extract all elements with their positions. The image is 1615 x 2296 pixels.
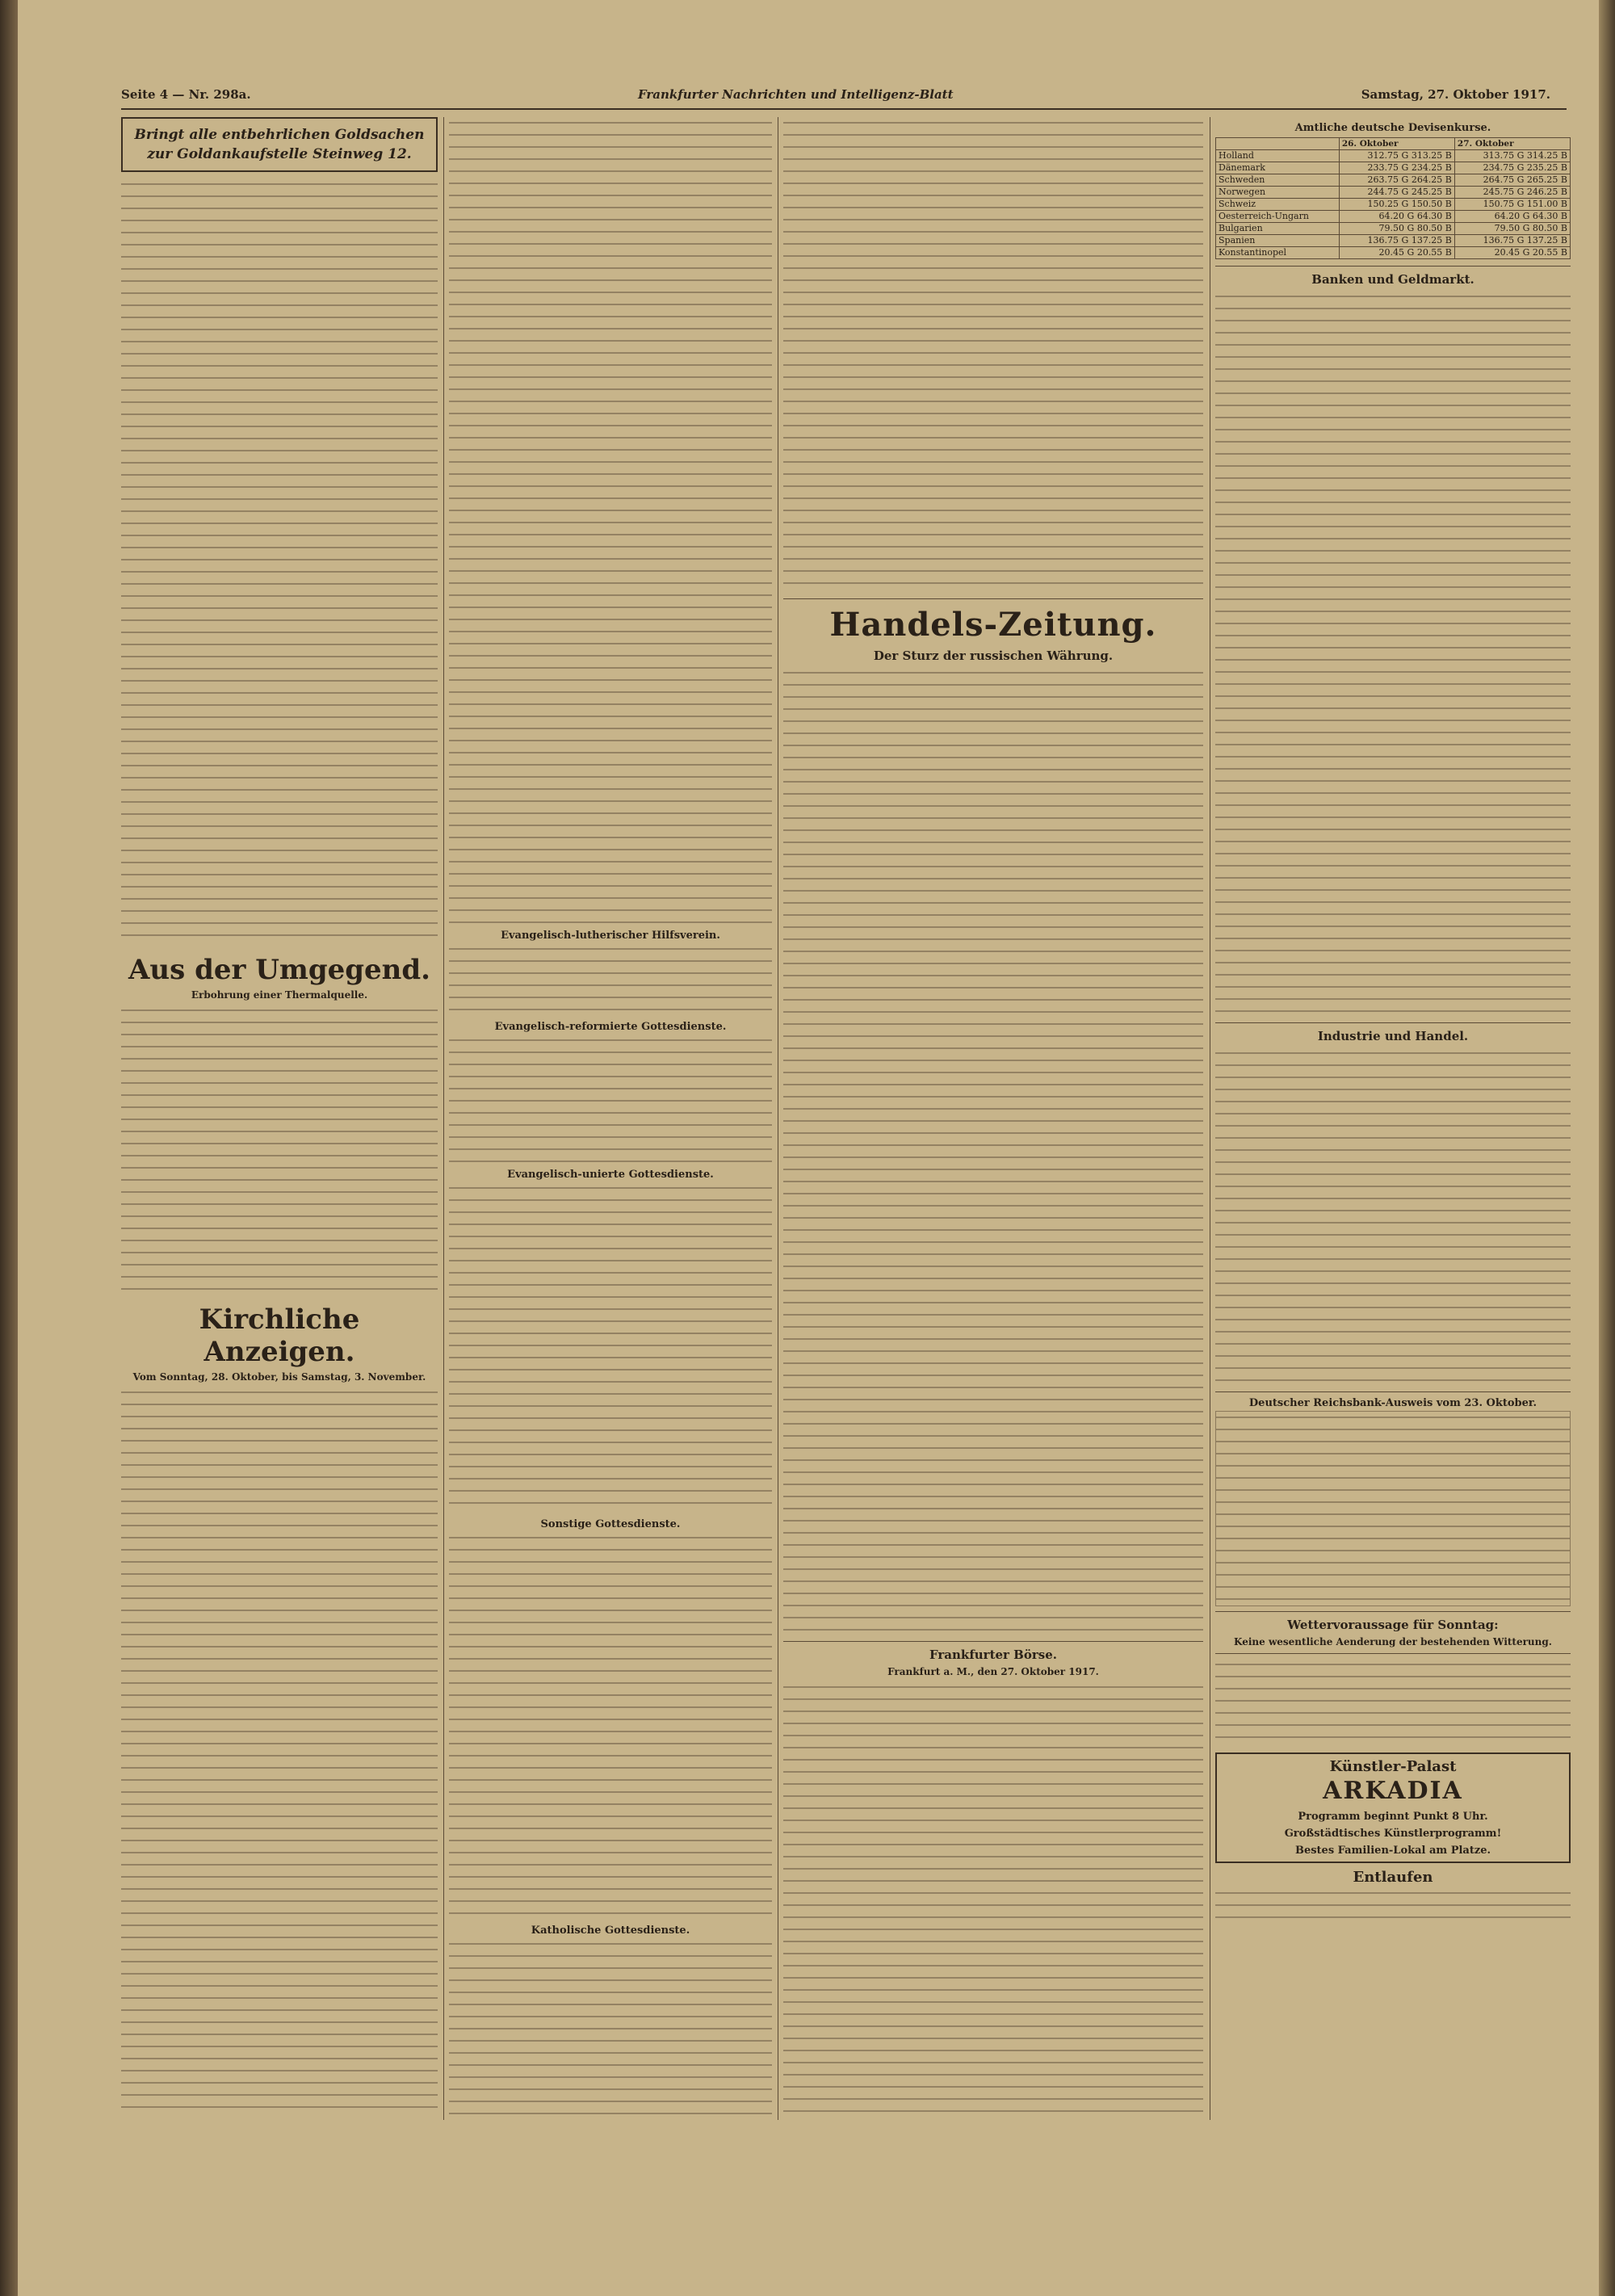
section-subtitle: Erbohrung einer Thermalquelle. bbox=[191, 989, 368, 1001]
body-text bbox=[783, 667, 1203, 1636]
fx-rate: 263.75 G 264.25 B bbox=[1339, 174, 1454, 187]
body-text bbox=[121, 178, 438, 946]
body-text bbox=[449, 1938, 772, 2120]
fx-country: Oesterreich-Ungarn bbox=[1216, 211, 1340, 223]
dateline: Frankfurt a. M., den 27. Oktober 1917. bbox=[887, 1666, 1099, 1677]
fx-rate: 233.75 G 234.25 B bbox=[1339, 162, 1454, 174]
fx-rate: 20.45 G 20.55 B bbox=[1339, 247, 1454, 259]
body-text bbox=[783, 117, 1203, 594]
arkadia-ad bbox=[1215, 1752, 1571, 1863]
reichsbank-table bbox=[1215, 1411, 1571, 1606]
fx-row bbox=[1216, 174, 1571, 187]
fx-table bbox=[1215, 137, 1571, 259]
fx-rate: 136.75 G 137.25 B bbox=[1454, 235, 1570, 247]
body-text bbox=[121, 1387, 438, 2113]
divider bbox=[783, 1641, 1203, 1642]
issue-date: Samstag, 27. Oktober 1917. bbox=[1361, 87, 1550, 102]
section-heading: Sonstige Gottesdienste. bbox=[540, 1518, 681, 1530]
header-rule bbox=[121, 108, 1567, 110]
ad-line: Programm beginnt Punkt 8 Uhr. bbox=[1298, 1811, 1488, 1823]
fx-rate: 64.20 G 64.30 B bbox=[1454, 211, 1570, 223]
divider bbox=[1215, 1653, 1571, 1654]
ad-line: Bestes Familien-Lokal am Platze. bbox=[1294, 1845, 1491, 1857]
fx-row bbox=[1216, 199, 1571, 211]
divider bbox=[1215, 1611, 1571, 1612]
divider bbox=[1215, 1022, 1571, 1023]
fx-row bbox=[1216, 162, 1571, 174]
fx-rate: 20.45 G 20.55 B bbox=[1454, 247, 1570, 259]
fx-row bbox=[1216, 235, 1571, 247]
fx-country: Bulgarien bbox=[1216, 223, 1340, 235]
fx-rate: 64.20 G 64.30 B bbox=[1339, 211, 1454, 223]
column-4 bbox=[1215, 117, 1571, 2120]
handels-zeitung-title: Handels-Zeitung. bbox=[829, 606, 1157, 644]
section-title: Aus der Umgegend. bbox=[128, 954, 430, 986]
fx-country: Holland bbox=[1216, 150, 1340, 162]
section-subtitle: Vom Sonntag, 28. Oktober, bis Samstag, 3. November. bbox=[132, 1371, 426, 1383]
body-text bbox=[121, 1005, 438, 1295]
imprint-text bbox=[1215, 1659, 1571, 1748]
fx-country: Norwegen bbox=[1216, 187, 1340, 199]
section-title: Kirchliche Anzeigen. bbox=[199, 1303, 360, 1368]
fx-rate: 136.75 G 137.25 B bbox=[1339, 235, 1454, 247]
fx-header bbox=[1216, 138, 1340, 150]
ad-line: Großstädtisches Künstlerprogramm! bbox=[1284, 1828, 1502, 1840]
fx-rate: 244.75 G 245.25 B bbox=[1339, 187, 1454, 199]
fx-rate: 312.75 G 313.25 B bbox=[1339, 150, 1454, 162]
section-heading: Deutscher Reichsbank-Ausweis vom 23. Oktober. bbox=[1248, 1397, 1537, 1409]
body-text bbox=[449, 1532, 772, 1920]
section-heading: Banken und Geldmarkt. bbox=[1311, 272, 1474, 287]
fx-row bbox=[1216, 211, 1571, 223]
fx-country: Konstantinopel bbox=[1216, 247, 1340, 259]
fx-country: Dänemark bbox=[1216, 162, 1340, 174]
column-divider bbox=[443, 117, 444, 2120]
body-text bbox=[449, 943, 772, 1016]
section-heading: Industrie und Handel. bbox=[1317, 1029, 1469, 1043]
fx-row bbox=[1216, 187, 1571, 199]
section-heading: Evangelisch-reformierte Gottesdienste. bbox=[494, 1021, 727, 1033]
divider bbox=[1215, 1391, 1571, 1392]
column-3 bbox=[783, 117, 1203, 2120]
fx-header: 27. Oktober bbox=[1454, 138, 1570, 150]
fx-row bbox=[1216, 247, 1571, 259]
fx-rate: 264.75 G 265.25 B bbox=[1454, 174, 1570, 187]
ad-name: ARKADIA bbox=[1323, 1777, 1463, 1805]
ad-top: Künstler-Palast bbox=[1329, 1758, 1457, 1775]
body-text bbox=[783, 1681, 1203, 2118]
page-edge bbox=[1599, 0, 1615, 2296]
section-heading: Evangelisch-unierte Gottesdienste. bbox=[507, 1169, 714, 1181]
body-text bbox=[1215, 1887, 1571, 1920]
fx-rate: 234.75 G 235.25 B bbox=[1454, 162, 1570, 174]
fx-rate: 79.50 G 80.50 B bbox=[1339, 223, 1454, 235]
body-text bbox=[449, 1035, 772, 1164]
section-heading: Evangelisch-lutherischer Hilfsverein. bbox=[501, 930, 720, 942]
fx-country: Spanien bbox=[1216, 235, 1340, 247]
body-text bbox=[1215, 1047, 1571, 1387]
page-number: Seite 4 — Nr. 298a. bbox=[121, 87, 251, 102]
weather-title: Wettervoraussage für Sonntag: bbox=[1287, 1618, 1499, 1632]
column-2 bbox=[449, 117, 772, 2120]
page-header bbox=[121, 87, 1567, 108]
entlaufen-title: Entlaufen bbox=[1353, 1869, 1433, 1886]
body-text bbox=[449, 117, 772, 925]
fx-table-title: Amtliche deutsche Devisenkurse. bbox=[1294, 122, 1491, 134]
book-spine bbox=[0, 0, 18, 2296]
fx-rate: 150.75 G 151.00 B bbox=[1454, 199, 1570, 211]
gold-ad: Bringt alle entbehrlichen Goldsachen zur Goldankaufstelle Steinweg 12. bbox=[121, 117, 438, 172]
divider bbox=[783, 598, 1203, 599]
fx-country: Schweden bbox=[1216, 174, 1340, 187]
divider bbox=[1215, 266, 1571, 267]
column-1 bbox=[121, 117, 438, 2120]
section-heading: Katholische Gottesdienste. bbox=[531, 1925, 690, 1937]
fx-row bbox=[1216, 150, 1571, 162]
fx-rate: 245.75 G 246.25 B bbox=[1454, 187, 1570, 199]
fx-country: Schweiz bbox=[1216, 199, 1340, 211]
fx-rate: 79.50 G 80.50 B bbox=[1454, 223, 1570, 235]
masthead: Frankfurter Nachrichten und Intelligenz-Blatt bbox=[638, 87, 954, 102]
body-text bbox=[449, 1182, 772, 1513]
fx-rate: 150.25 G 150.50 B bbox=[1339, 199, 1454, 211]
weather-text: Keine wesentliche Aenderung der bestehenden Witterung. bbox=[1234, 1636, 1552, 1647]
fx-rate: 313.75 G 314.25 B bbox=[1454, 150, 1570, 162]
fx-header: 26. Oktober bbox=[1339, 138, 1454, 150]
body-text bbox=[1215, 291, 1571, 1018]
fx-header-row bbox=[1216, 138, 1571, 150]
article-headline: Der Sturz der russischen Währung. bbox=[873, 649, 1114, 663]
article-headline: Frankfurter Börse. bbox=[929, 1647, 1057, 1662]
fx-row bbox=[1216, 223, 1571, 235]
